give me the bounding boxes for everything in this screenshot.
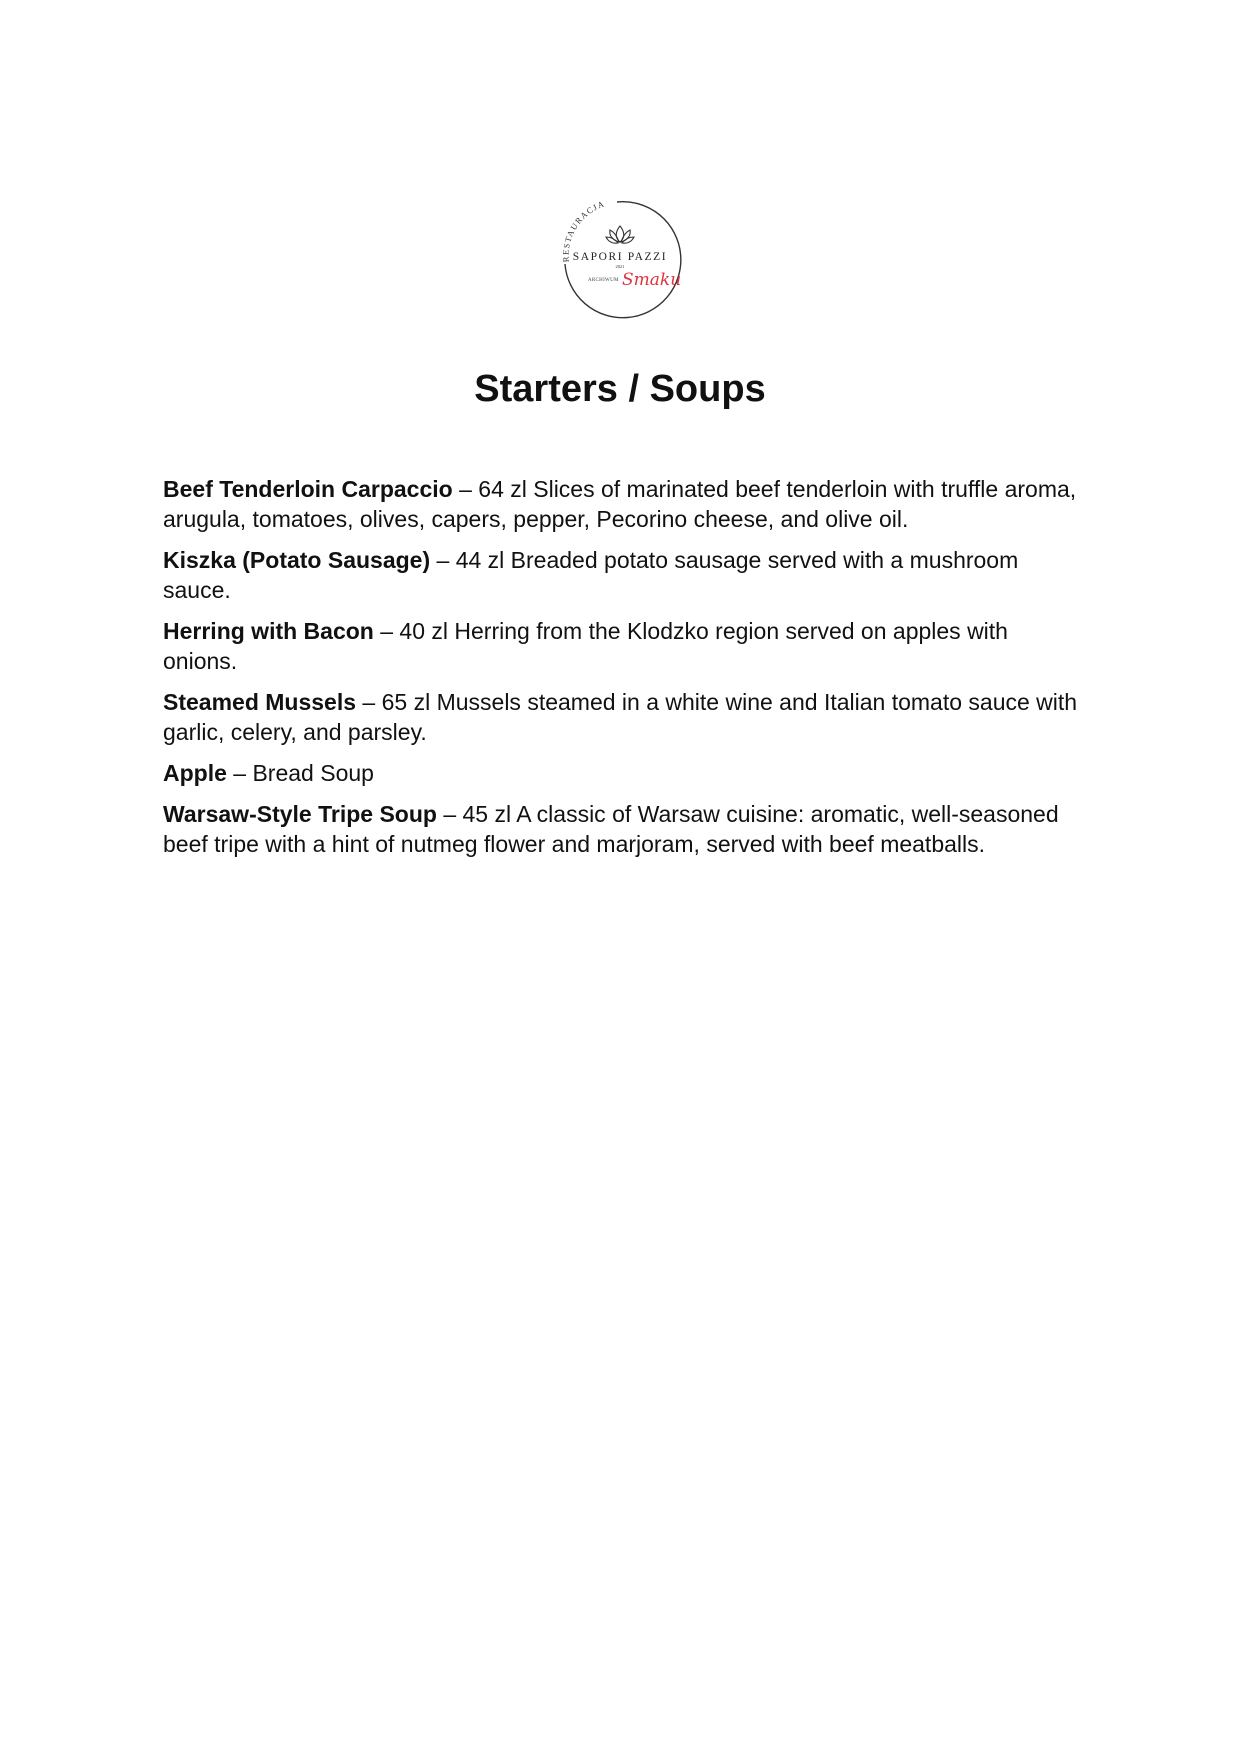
menu-item-description: – 45 zl A classic of Warsaw cuisine: aromatic, well-seasoned beef tripe with a hint of nutmeg flower and marjoram, served with beef meatballs. xyxy=(163,801,1059,857)
menu-item-description: – Bread Soup xyxy=(226,760,374,786)
menu-item-name: Apple xyxy=(163,760,227,786)
logo-arc-text: RESTAURACJA xyxy=(560,198,607,263)
menu-item xyxy=(163,799,1083,859)
menu-item-name: Warsaw-Style Tripe Soup xyxy=(163,801,437,827)
logo-year: 2021 xyxy=(615,264,625,269)
restaurant-logo xyxy=(555,192,685,322)
menu-item xyxy=(163,616,1083,676)
lotus-icon xyxy=(606,226,634,243)
menu-item-description: – 40 zl Herring from the Klodzko region served on apples with onions. xyxy=(163,618,1008,674)
menu-list xyxy=(163,474,1083,870)
menu-item xyxy=(163,474,1083,534)
menu-item-name: Kiszka (Potato Sausage) xyxy=(163,547,431,573)
menu-item-name: Steamed Mussels xyxy=(163,689,357,715)
menu-item xyxy=(163,545,1083,605)
page-title: Starters / Soups xyxy=(474,368,766,410)
menu-item xyxy=(163,687,1083,747)
menu-item-name: Herring with Bacon xyxy=(163,618,374,644)
logo-name: SAPORI PAZZI xyxy=(572,251,668,263)
logo-archive-text: ARCHIWUM xyxy=(588,278,619,283)
menu-item xyxy=(163,758,1083,788)
menu-item-description: – 44 zl Breaded potato sausage served with a mushroom sauce. xyxy=(163,547,1019,603)
menu-item-description: – 64 zl Slices of marinated beef tenderloin with truffle aroma, arugula, tomatoes, olives, capers, pepper, Pecorino cheese, and olive oil. xyxy=(163,476,1077,532)
menu-item-name: Beef Tenderloin Carpaccio xyxy=(163,476,453,502)
menu-item-description: – 65 zl Mussels steamed in a white wine and Italian tomato sauce with garlic, celery, and parsley. xyxy=(163,689,1078,745)
logo-script-text: Smaku xyxy=(622,270,682,290)
